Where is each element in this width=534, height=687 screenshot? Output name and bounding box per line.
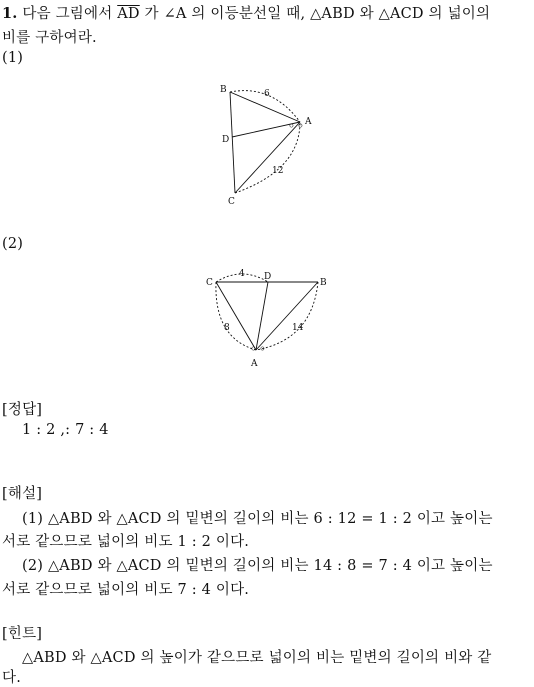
- fig1-point-d: D: [222, 135, 230, 145]
- fig2-angle-marks: ㅇ ㅇ: [250, 345, 266, 353]
- question-number: 1.: [2, 5, 18, 22]
- fig1-label-6: 6: [264, 89, 270, 99]
- fig2-side-ba: [256, 282, 318, 350]
- fig2-point-b: B: [320, 278, 327, 288]
- part2-label: (2): [2, 236, 24, 252]
- question-text-b: 가 ∠A 의 이등분선일 때, △ABD 와 △ACD 의 넓이의: [144, 6, 491, 22]
- fig1-point-a: A: [305, 117, 312, 127]
- fig1-angle-marks: ㅇ ㅇ: [288, 122, 304, 130]
- answer-heading: [정답]: [2, 402, 43, 418]
- fig1-side-bc: [230, 92, 235, 193]
- hint-heading: [힌트]: [2, 626, 43, 642]
- hint-line-2: 다.: [2, 670, 22, 686]
- explanation-line-3: (2) △ABD 와 △ACD 의 밑변의 길이의 비는 14 : 8 = 7 : 4 이고 높이는: [22, 558, 493, 574]
- fig1-point-b: B: [220, 85, 227, 95]
- fig2-point-c: C: [206, 278, 213, 288]
- fig1-label-12: 12: [272, 166, 284, 176]
- segment-ad: $\overline{AD}$: [117, 6, 140, 22]
- question-line-2: 비를 구하여라.: [2, 30, 97, 46]
- answer-text: 1 : 2 ,: 7 : 4: [22, 422, 109, 438]
- question-text-a: 다음 그림에서: [22, 6, 113, 22]
- hint-line-1: △ABD 와 △ACD 의 높이가 같으므로 넓이의 비는 밑변의 길이의 비와 같: [22, 650, 492, 666]
- fig2-bisector-ad: [256, 282, 268, 350]
- explanation-heading: [해설]: [2, 486, 43, 502]
- fig1-side-ac: [235, 122, 300, 193]
- fig2-side-ca: [216, 282, 256, 350]
- explanation-line-1: (1) △ABD 와 △ACD 의 밑변의 길이의 비는 6 : 12 = 1 : 2 이고 높이는: [22, 511, 493, 527]
- fig2-label-14: 14: [292, 323, 304, 333]
- fig1-point-c: C: [228, 197, 235, 207]
- fig2-point-a: A: [251, 359, 258, 369]
- part1-label: (1): [2, 50, 24, 66]
- explanation-line-2: 서로 같으므로 넓이의 비도 1 : 2 이다.: [2, 534, 250, 550]
- fig2-label-4: 4: [239, 269, 245, 279]
- fig2-point-d: D: [264, 272, 272, 282]
- explanation-line-4: 서로 같으므로 넓이의 비도 7 : 4 이다.: [2, 582, 250, 598]
- fig2-label-8: 8: [224, 323, 230, 333]
